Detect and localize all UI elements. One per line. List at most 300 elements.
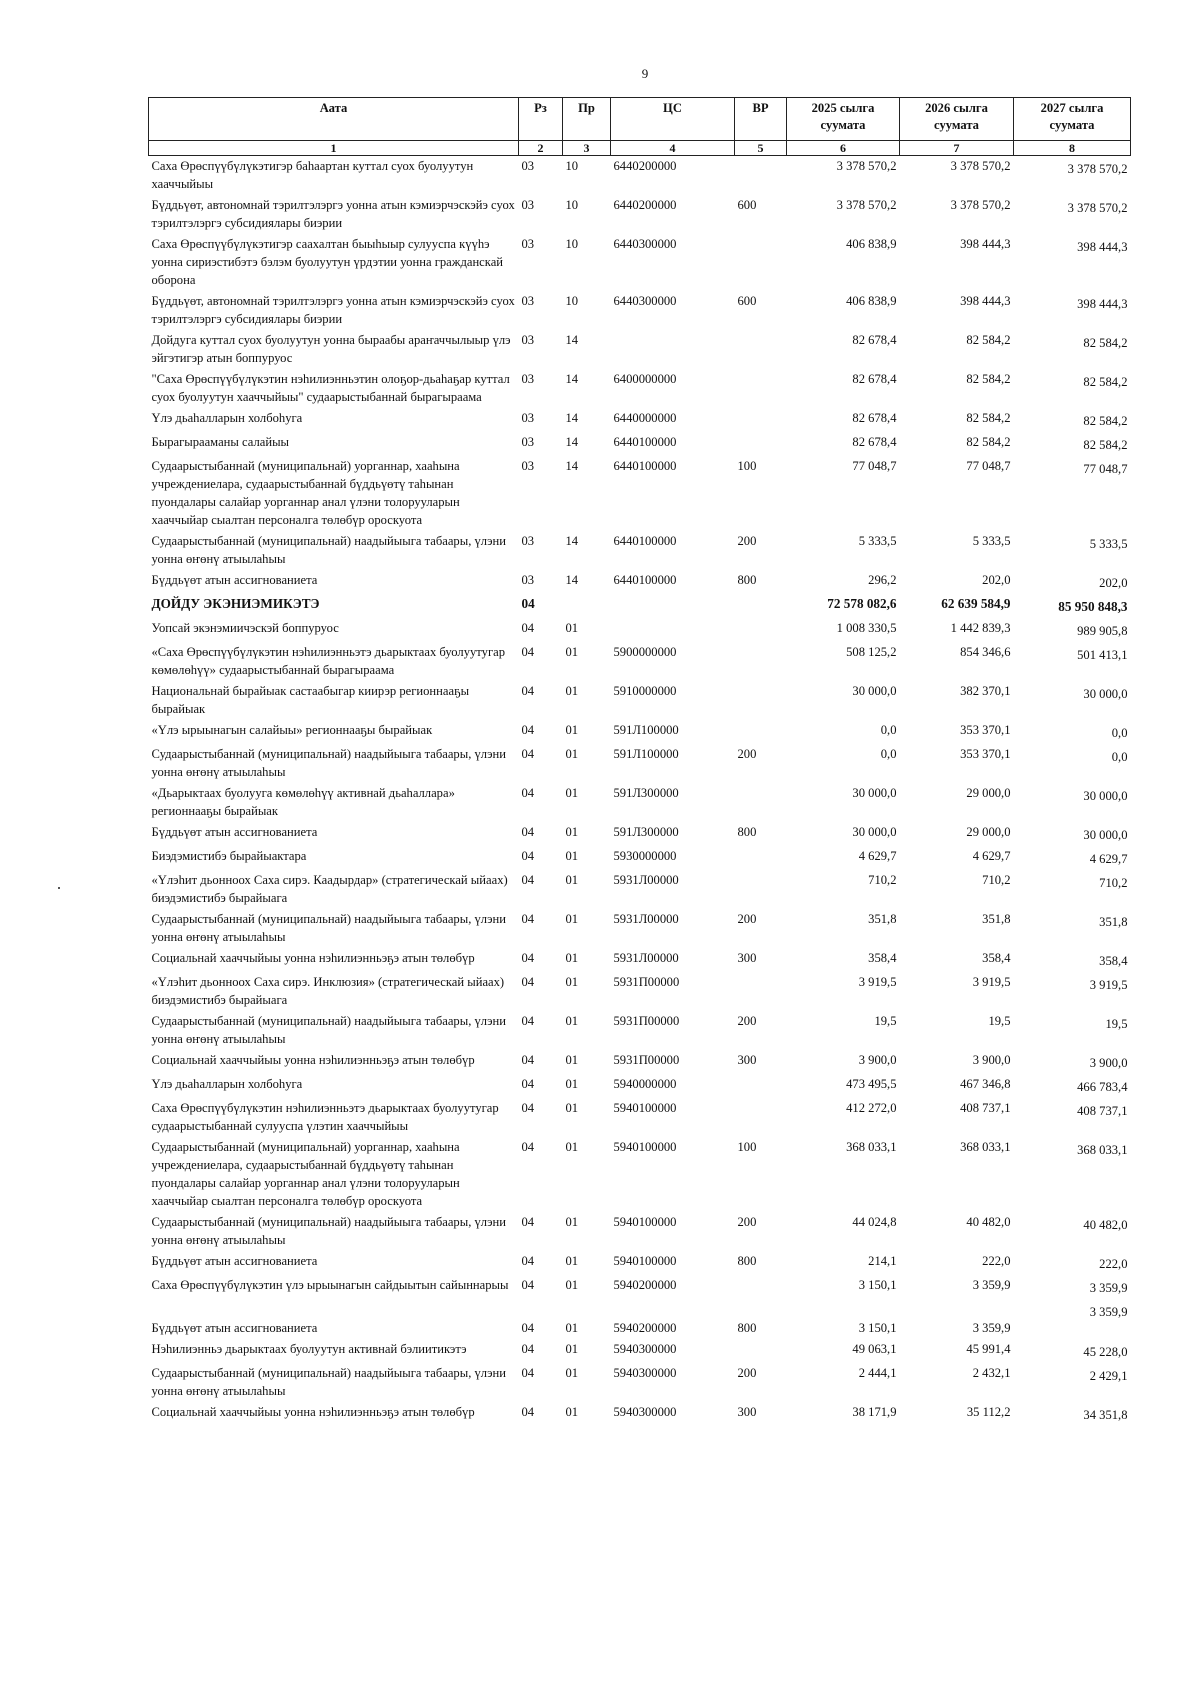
- row-cs-cell: 5940100000: [613, 1101, 677, 1115]
- row-cs-cell: 5940100000: [613, 1140, 677, 1154]
- table-row: [149, 642, 1131, 681]
- row-rz-cell: 04: [521, 1405, 535, 1419]
- row-2027-amount: 82 584,2: [1083, 336, 1128, 350]
- row-2026-amount: 398 444,3: [960, 237, 1011, 251]
- row-rz-cell: 04: [521, 1077, 535, 1091]
- row-cs-cell: 6440200000: [613, 198, 677, 212]
- row-cs-cell: 6440200000: [613, 159, 677, 173]
- table-row: [149, 972, 1131, 1011]
- row-2025-amount: 508 125,2: [846, 645, 897, 659]
- row-cs-cell: 5931П00000: [613, 1053, 680, 1067]
- row-2027-amount: 3 378 570,2: [1067, 162, 1128, 176]
- table-row: [149, 744, 1131, 783]
- row-2026-amount: 29 000,0: [966, 786, 1011, 800]
- row-name-cell: Саха Өрөспүүбүлүкэтин нэһилиэнньэтэ дьарыктаах буолуутугар судаарыстыбаннай сулууспа үлэтин хааччыйыы: [151, 1101, 499, 1133]
- row-vr-cell: 800: [737, 573, 757, 587]
- table-row: [149, 1402, 1131, 1426]
- column-number: 4: [611, 141, 735, 156]
- row-name-cell: Биэдэмистибэ бырайыактара: [151, 849, 307, 863]
- header-2027: 2027 сылга суумата: [1014, 98, 1131, 141]
- row-vr-cell: [735, 681, 787, 720]
- row-2026-amount: 40 482,0: [966, 1215, 1011, 1229]
- table-row: [149, 408, 1131, 432]
- row-2025-amount: 351,8: [868, 912, 897, 926]
- row-cs-cell: 5940100000: [613, 1254, 677, 1268]
- header-pr: Пр: [563, 98, 611, 141]
- budget-table: [148, 97, 1131, 1426]
- row-pr-cell: 01: [565, 975, 579, 989]
- row-pr-cell: 01: [565, 1053, 579, 1067]
- row-name-cell: Судаарыстыбаннай (муниципальнай) наадыйыыга табаары, үлэни уонна өҥөнү атыылаһыы: [151, 1215, 506, 1247]
- table-row: [149, 1339, 1131, 1363]
- row-2026-amount: 467 346,8: [960, 1077, 1011, 1091]
- row-2025-amount: 0,0: [880, 723, 897, 737]
- row-cs-cell: 5940300000: [613, 1405, 677, 1419]
- row-rz-cell: 04: [521, 849, 535, 863]
- table-row: [149, 1098, 1131, 1137]
- row-rz-cell: 04: [521, 596, 535, 611]
- row-cs-cell: 5900000000: [613, 645, 677, 659]
- table-row: [149, 456, 1131, 531]
- row-2026-amount: 77 048,7: [966, 459, 1011, 473]
- row-pr-cell: 01: [565, 1077, 579, 1091]
- row-2025-amount: 38 171,9: [852, 1405, 897, 1419]
- row-name-cell: Национальнай бырайыак састаабыгар киирэр регионнааҕы бырайыак: [151, 684, 470, 716]
- row-name-cell: Үлэ дьаһалларын холбоһуга: [151, 1077, 303, 1091]
- row-2025-amount: 3 900,0: [858, 1053, 897, 1067]
- column-number-row: [149, 141, 1131, 156]
- row-2025-amount: 82 678,4: [852, 435, 897, 449]
- header-vr: ВР: [735, 98, 787, 141]
- row-name-cell: Судаарыстыбаннай (муниципальнай) наадыйыыга табаары, үлэни уонна өҥөнү атыылаһыы: [151, 747, 506, 779]
- row-2025-amount: 82 678,4: [852, 333, 897, 347]
- row-pr-cell: 01: [565, 1101, 579, 1115]
- row-cs-cell: 6440100000: [613, 534, 677, 548]
- row-2025-amount: 214,1: [868, 1254, 897, 1268]
- row-pr-cell: 01: [565, 912, 579, 926]
- row-2026-amount: 408 737,1: [960, 1101, 1011, 1115]
- row-vr-cell: [735, 234, 787, 291]
- table-row: [149, 1275, 1131, 1299]
- table-row: [149, 369, 1131, 408]
- row-2026-amount: 382 370,1: [960, 684, 1011, 698]
- row-name-cell: «Саха Өрөспүүбүлүкэтин нэһилиэнньэтэ дьарыктаах буолуутугар көмөлөһүү» судаарыстыбаннай бырагыраама: [151, 645, 505, 677]
- header-2026: 2026 сылга суумата: [900, 98, 1014, 141]
- row-pr-cell: 01: [565, 1342, 579, 1356]
- row-rz-cell: 04: [521, 786, 535, 800]
- table-row: [149, 870, 1131, 909]
- row-2025-amount: 44 024,8: [852, 1215, 897, 1229]
- table-row: [149, 234, 1131, 291]
- row-rz-cell: 04: [521, 873, 535, 887]
- row-2027-amount: 82 584,2: [1083, 438, 1128, 452]
- row-rz-cell: 03: [521, 459, 535, 473]
- row-cs-cell: 5931Л00000: [613, 951, 679, 965]
- row-vr-cell: 200: [737, 1366, 757, 1380]
- row-name-cell: «Үлэ ырыынагын салайыы» регионнааҕы бырайыак: [151, 723, 433, 737]
- row-2027-amount: 358,4: [1099, 954, 1128, 968]
- row-2025-amount: 1 008 330,5: [836, 621, 897, 635]
- row-cs-cell: 6440000000: [613, 411, 677, 425]
- row-2025-amount: 2 444,1: [858, 1366, 897, 1380]
- row-pr-cell: [563, 594, 611, 618]
- row-vr-cell: [735, 720, 787, 744]
- row-vr-cell: [735, 846, 787, 870]
- row-rz-cell: 03: [521, 159, 535, 173]
- row-cs-cell: 5940300000: [613, 1366, 677, 1380]
- row-2026-amount: 358,4: [982, 951, 1011, 965]
- row-2027-amount: 351,8: [1099, 915, 1128, 929]
- row-2027-amount: 85 950 848,3: [1058, 599, 1128, 614]
- table-row: [149, 948, 1131, 972]
- row-vr-cell: 800: [737, 1254, 757, 1268]
- row-2026-amount: 45 991,4: [966, 1342, 1011, 1356]
- table-row: [149, 1050, 1131, 1074]
- row-name-cell: Нэһилиэнньэ дьарыктаах буолуутун активнай бэлиитикэтэ: [151, 1342, 467, 1356]
- table-row: [149, 195, 1131, 234]
- row-pr-cell: 10: [565, 294, 579, 308]
- row-rz-cell: 03: [521, 333, 535, 347]
- row-pr-cell: 14: [565, 534, 579, 548]
- row-name-cell: Судаарыстыбаннай (муниципальнай) наадыйыыга табаары, үлэни уонна өҥөнү атыылаһыы: [151, 1366, 506, 1398]
- row-2027-amount: 501 413,1: [1077, 648, 1128, 662]
- row-name-cell: Судаарыстыбаннай (муниципальнай) уорганнар, хааһына учреждениелара, судаарыстыбаннай бүддьүөтү таһынан пуондалары салайар уорганнар анал үлэни толорууларын хааччыйар сыалтан персоналга төлөбүр ороскуота: [151, 459, 460, 527]
- row-vr-cell: [735, 783, 787, 822]
- row-pr-cell: 01: [565, 873, 579, 887]
- table-row: [149, 846, 1131, 870]
- row-2025-amount: 3 150,1: [858, 1321, 897, 1335]
- row-rz-cell: 04: [521, 1254, 535, 1268]
- row-vr-cell: 300: [737, 951, 757, 965]
- row-2027-amount: 989 905,8: [1077, 624, 1128, 638]
- row-2027-amount: 5 333,5: [1089, 537, 1128, 551]
- row-2027-amount: 3 359,9: [1089, 1281, 1128, 1295]
- row-rz-cell: 04: [521, 645, 535, 659]
- row-cs-cell: 6440100000: [613, 573, 677, 587]
- row-cs-cell: 6400000000: [613, 372, 677, 386]
- row-2026-amount: 3 359,9: [972, 1278, 1011, 1292]
- row-vr-cell: [735, 330, 787, 369]
- row-rz-cell: 03: [521, 237, 535, 251]
- row-rz-cell: 04: [521, 1053, 535, 1067]
- row-2027-amount: 3 378 570,2: [1067, 201, 1128, 215]
- row-vr-cell: 300: [737, 1053, 757, 1067]
- table-row: [149, 570, 1131, 594]
- row-vr-cell: [735, 1339, 787, 1363]
- row-name-cell: Саха Өрөспүүбүлүкэтигэр баһаартан куттал суох буолуутун хааччыйыы: [151, 159, 474, 191]
- row-name-cell: Бүддьүөт, автономнай тэрилтэлэргэ уонна атын кэмиэрчэскэйэ суох тэрилтэлэргэ субсидиялары биэрии: [151, 198, 515, 230]
- row-name-cell: «Дьарыктаах буолууга көмөлөһүү активнай дьаһаллара» регионнааҕы бырайыак: [151, 786, 455, 818]
- row-2025-amount: 3 378 570,2: [836, 159, 897, 173]
- row-pr-cell: 01: [565, 1321, 579, 1335]
- row-rz-cell: 04: [521, 825, 535, 839]
- row-2025-amount: 30 000,0: [852, 825, 897, 839]
- row-vr-cell: [735, 972, 787, 1011]
- row-vr-cell: 600: [737, 294, 757, 308]
- table-row: [149, 1251, 1131, 1275]
- row-pr-cell: 01: [565, 1405, 579, 1419]
- row-2027-amount: 34 351,8: [1083, 1408, 1128, 1422]
- row-rz-cell: 04: [521, 951, 535, 965]
- row-vr-cell: [735, 432, 787, 456]
- row-cs-cell: 5931П00000: [613, 975, 680, 989]
- row-name-cell: «Үлэһит дьонноох Саха сирэ. Инклюзия» (стратегическай ыйаах) биэдэмистибэ бырайыага: [151, 975, 505, 1007]
- row-rz-cell: 04: [521, 1101, 535, 1115]
- table-row: [149, 1074, 1131, 1098]
- row-rz-cell: 04: [521, 1140, 535, 1154]
- row-rz-cell: 03: [521, 372, 535, 386]
- row-pr-cell: 01: [565, 849, 579, 863]
- table-row: [149, 432, 1131, 456]
- row-pr-cell: 01: [565, 951, 579, 965]
- row-cs-cell: 5910000000: [613, 684, 677, 698]
- row-2027-amount: 4 629,7: [1089, 852, 1128, 866]
- row-pr-cell: 14: [565, 411, 579, 425]
- row-2026-amount: 4 629,7: [972, 849, 1011, 863]
- row-pr-cell: 01: [565, 825, 579, 839]
- row-2025-amount: 77 048,7: [852, 459, 897, 473]
- row-rz-cell: 04: [521, 1278, 535, 1292]
- row-rz-cell: 03: [521, 435, 535, 449]
- row-pr-cell: 14: [565, 333, 579, 347]
- row-pr-cell: 10: [565, 237, 579, 251]
- row-2026-amount: 854 346,6: [960, 645, 1011, 659]
- row-name-cell: Судаарыстыбаннай (муниципальнай) наадыйыыга табаары, үлэни уонна өҥөнү атыылаһыы: [151, 534, 506, 566]
- table-row: [149, 156, 1131, 196]
- row-vr-cell: 600: [737, 198, 757, 212]
- row-2027-amount: 202,0: [1099, 576, 1128, 590]
- section-row: [149, 594, 1131, 618]
- header-2025: 2025 сылга суумата: [787, 98, 900, 141]
- row-2025-amount: 3 919,5: [858, 975, 897, 989]
- row-2025-amount: 72 578 082,6: [827, 596, 897, 611]
- row-rz-cell: 04: [521, 1215, 535, 1229]
- column-number: 2: [519, 141, 563, 156]
- row-cs-cell: 5931Л00000: [613, 873, 679, 887]
- table-row: [149, 1011, 1131, 1050]
- row-pr-cell: 01: [565, 723, 579, 737]
- row-2026-amount: 222,0: [982, 1254, 1011, 1268]
- row-rz-cell: 03: [521, 573, 535, 587]
- row-cs-cell: 591Л300000: [613, 825, 679, 839]
- row-2025-amount: 82 678,4: [852, 411, 897, 425]
- row-2027-amount: 368 033,1: [1077, 1143, 1128, 1157]
- row-2027-amount: 710,2: [1099, 876, 1128, 890]
- row-2026-amount: 351,8: [982, 912, 1011, 926]
- row-pr-cell: 10: [565, 198, 579, 212]
- row-name-cell: Социальнай хааччыйыы уонна нэһилиэнньэҕэ атын төлөбүр: [151, 951, 475, 965]
- row-2027-amount: 3 919,5: [1089, 978, 1128, 992]
- row-cs-cell: [611, 330, 735, 369]
- row-pr-cell: 01: [565, 747, 579, 761]
- row-vr-cell: 800: [737, 825, 757, 839]
- row-rz-cell: 04: [521, 912, 535, 926]
- row-2026-amount: 82 584,2: [966, 372, 1011, 386]
- row-cs-cell: 6440100000: [613, 459, 677, 473]
- row-vr-cell: [735, 642, 787, 681]
- row-2025-amount: 30 000,0: [852, 786, 897, 800]
- row-cs-cell: 5940200000: [613, 1278, 677, 1292]
- row-vr-cell: [735, 156, 787, 196]
- row-2027-amount: 82 584,2: [1083, 375, 1128, 389]
- row-cs-cell: 5940300000: [613, 1342, 677, 1356]
- row-2027-amount: 3 359,9: [1089, 1305, 1128, 1319]
- row-rz-cell: 03: [521, 534, 535, 548]
- row-vr-cell: 800: [737, 1321, 757, 1335]
- row-2026-amount: 368 033,1: [960, 1140, 1011, 1154]
- row-rz-cell: 03: [521, 198, 535, 212]
- row-cs-cell: 5940100000: [613, 1215, 677, 1229]
- row-2026-amount: 3 359,9: [972, 1321, 1011, 1335]
- row-2025-amount: 4 629,7: [858, 849, 897, 863]
- table-row: [149, 618, 1131, 642]
- row-vr-cell: 100: [737, 459, 757, 473]
- row-vr-cell: 300: [737, 1405, 757, 1419]
- row-name-cell: Судаарыстыбаннай (муниципальнай) наадыйыыга табаары, үлэни уонна өҥөнү атыылаһыы: [151, 1014, 506, 1046]
- column-number: 5: [735, 141, 787, 156]
- row-cs-cell: 6440300000: [613, 237, 677, 251]
- row-pr-cell: 01: [565, 786, 579, 800]
- row-cs-cell: 591Л100000: [613, 747, 679, 761]
- row-2025-amount: 710,2: [868, 873, 897, 887]
- page-number: 9: [641, 66, 649, 81]
- row-2026-amount: 3 378 570,2: [950, 159, 1011, 173]
- row-2025-amount: 30 000,0: [852, 684, 897, 698]
- row-2026-amount: 35 112,2: [966, 1405, 1011, 1419]
- table-row: [149, 1137, 1131, 1212]
- row-2027-amount: 3 900,0: [1089, 1056, 1128, 1070]
- row-2025-amount: 3 150,1: [858, 1278, 897, 1292]
- row-vr-cell: 200: [737, 1014, 757, 1028]
- row-2025-amount: 412 272,0: [846, 1101, 897, 1115]
- row-2025-amount: 473 495,5: [846, 1077, 897, 1091]
- column-number: 6: [787, 141, 900, 156]
- row-name-cell: Бүддьүөт атын ассигнованиета: [151, 1321, 318, 1335]
- row-name-cell: Судаарыстыбаннай (муниципальнай) наадыйыыга табаары, үлэни уонна өҥөнү атыылаһыы: [151, 912, 506, 944]
- row-2026-amount: 353 370,1: [960, 723, 1011, 737]
- row-2026-amount: 3 900,0: [972, 1053, 1011, 1067]
- row-2027-amount: 408 737,1: [1077, 1104, 1128, 1118]
- row-rz-cell: 04: [521, 684, 535, 698]
- table-row: [149, 783, 1131, 822]
- row-name-cell: Судаарыстыбаннай (муниципальнай) уорганнар, хааһына учреждениелара, судаарыстыбаннай бүддьүөтү таһынан пуондалары салайар уорганнар анал үлэни толорууларын хааччыйар сыалтан персоналга төлөбүр ороскуота: [151, 1140, 460, 1208]
- row-cs-cell: 5940200000: [613, 1321, 677, 1335]
- row-2026-amount: 710,2: [982, 873, 1011, 887]
- row-2026-amount: 19,5: [988, 1014, 1011, 1028]
- row-pr-cell: 01: [565, 1278, 579, 1292]
- table-row: [149, 1212, 1131, 1251]
- row-pr-cell: 01: [565, 645, 579, 659]
- row-2026-amount: 3 378 570,2: [950, 198, 1011, 212]
- row-pr-cell: 01: [565, 684, 579, 698]
- row-2025-amount: 296,2: [868, 573, 897, 587]
- row-rz-cell: 04: [521, 621, 535, 635]
- row-pr-cell: 01: [565, 1215, 579, 1229]
- table-row: [149, 330, 1131, 369]
- row-2025-amount: 19,5: [874, 1014, 897, 1028]
- row-2026-amount: 202,0: [982, 573, 1011, 587]
- row-vr-cell: 200: [737, 912, 757, 926]
- row-rz-cell: 04: [521, 1342, 535, 1356]
- row-cs-cell: 5930000000: [613, 849, 677, 863]
- row-2027-amount: 466 783,4: [1077, 1080, 1128, 1094]
- row-2026-amount: 1 442 839,3: [950, 621, 1011, 635]
- row-2025-amount: 368 033,1: [846, 1140, 897, 1154]
- row-2025-amount: 0,0: [880, 747, 897, 761]
- row-name-cell: Бүддьүөт атын ассигнованиета: [151, 1254, 318, 1268]
- row-cs-cell: 6440300000: [613, 294, 677, 308]
- row-2027-amount: 30 000,0: [1083, 789, 1128, 803]
- row-2027-amount: 40 482,0: [1083, 1218, 1128, 1232]
- row-pr-cell: 14: [565, 573, 579, 587]
- row-2027-amount: 0,0: [1111, 726, 1128, 740]
- row-rz-cell: 04: [521, 723, 535, 737]
- row-2025-amount: 82 678,4: [852, 372, 897, 386]
- table-row: [149, 720, 1131, 744]
- row-pr-cell: 01: [565, 1366, 579, 1380]
- row-name-cell: Дойдуга куттал суох буолуутун уонна быраабы араҥаччылыыр үлэ эйгэтигэр атын боппуруос: [151, 333, 511, 365]
- row-vr-cell: 100: [737, 1140, 757, 1154]
- row-2025-amount: 406 838,9: [846, 237, 897, 251]
- table-row: [149, 1363, 1131, 1402]
- row-vr-cell: [735, 594, 787, 618]
- column-number: 3: [563, 141, 611, 156]
- row-name-cell: Бүддьүөт, автономнай тэрилтэлэргэ уонна атын кэмиэрчэскэйэ суох тэрилтэлэргэ субсидиялары биэрии: [151, 294, 515, 326]
- row-vr-cell: [735, 1275, 787, 1299]
- row-name-cell: Саха Өрөспүүбүлүкэтин үлэ ырыынагын сайдыытын сайыннарыы: [151, 1278, 509, 1292]
- row-vr-cell: [735, 1074, 787, 1098]
- row-2025-amount: 3 378 570,2: [836, 198, 897, 212]
- row-2026-amount: 2 432,1: [972, 1366, 1011, 1380]
- column-number: 7: [900, 141, 1014, 156]
- row-2027-amount: 77 048,7: [1083, 462, 1128, 476]
- row-name-cell: Саха Өрөспүүбүлүкэтигэр саахалтан быыһыыр сулууспа күүһэ уонна сириэстибэтэ бэлэм буолуутун үрдэтии уонна гражданскай оборона: [151, 237, 504, 287]
- row-2025-amount: 406 838,9: [846, 294, 897, 308]
- row-2027-amount: 222,0: [1099, 1257, 1128, 1271]
- row-name-cell: Бүддьүөт атын ассигнованиета: [151, 825, 318, 839]
- table-row: [149, 909, 1131, 948]
- row-pr-cell: 14: [565, 372, 579, 386]
- column-number: 8: [1014, 141, 1131, 156]
- table-body: [149, 156, 1131, 1427]
- row-2025-amount: 5 333,5: [858, 534, 897, 548]
- row-vr-cell: [735, 369, 787, 408]
- row-cs-cell: [611, 618, 735, 642]
- row-vr-cell: 200: [737, 1215, 757, 1229]
- row-rz-cell: 03: [521, 411, 535, 425]
- row-name-cell: Бырагырааманы салайыы: [151, 435, 289, 449]
- row-2026-amount: 353 370,1: [960, 747, 1011, 761]
- row-rz-cell: 04: [521, 1366, 535, 1380]
- row-2026-amount: 29 000,0: [966, 825, 1011, 839]
- row-rz-cell: 04: [521, 747, 535, 761]
- row-2027-amount: 30 000,0: [1083, 687, 1128, 701]
- table-row: [149, 531, 1131, 570]
- row-vr-cell: [735, 408, 787, 432]
- row-cs-cell: 591Л300000: [613, 786, 679, 800]
- row-2027-amount: 398 444,3: [1077, 297, 1128, 311]
- row-vr-cell: [735, 618, 787, 642]
- table-row: [149, 1299, 1131, 1339]
- row-2027-amount: 45 228,0: [1083, 1345, 1128, 1359]
- row-2025-amount: 358,4: [868, 951, 897, 965]
- row-2026-amount: 82 584,2: [966, 411, 1011, 425]
- row-2027-amount: 30 000,0: [1083, 828, 1128, 842]
- table-row: [149, 822, 1131, 846]
- row-2026-amount: 82 584,2: [966, 435, 1011, 449]
- table-header-row: [149, 98, 1131, 141]
- row-pr-cell: 01: [565, 1140, 579, 1154]
